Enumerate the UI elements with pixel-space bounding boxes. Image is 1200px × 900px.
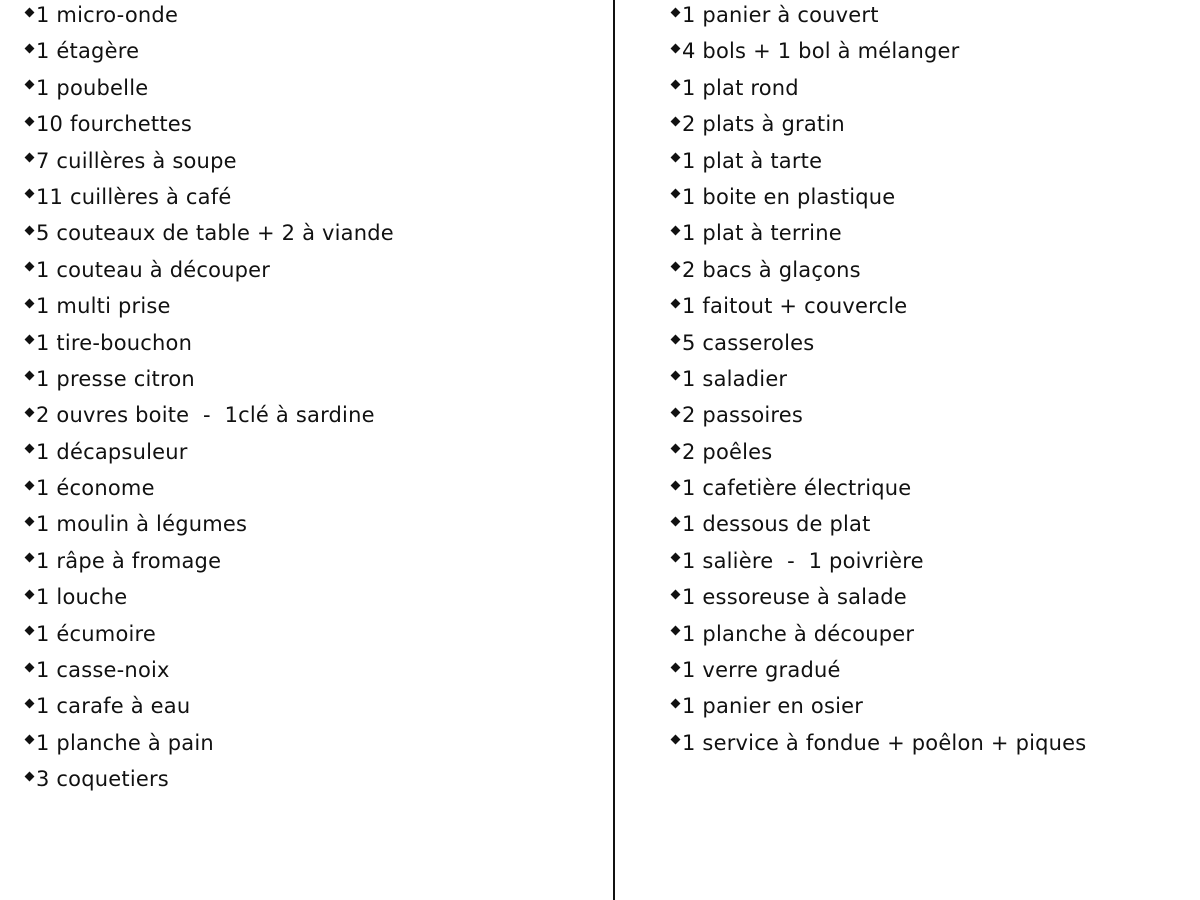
diamond-bullet-icon: [671, 189, 681, 199]
list-item: [672, 652, 1086, 688]
list-item: [26, 579, 394, 615]
diamond-bullet-icon: [671, 407, 681, 417]
list-item-text: 5 casseroles: [682, 330, 815, 355]
list-item: [26, 652, 394, 688]
diamond-bullet-icon: [671, 43, 681, 53]
list-item-text: 2 poêles: [682, 439, 773, 464]
diamond-bullet-icon: [671, 698, 681, 708]
diamond-bullet-icon: [671, 298, 681, 308]
list-item: [26, 70, 394, 106]
list-item-text: 1 saladier: [682, 366, 788, 391]
list-item-text: 11 cuillères à café: [36, 184, 232, 209]
diamond-bullet-icon: [25, 189, 35, 199]
list-item-text: 7 cuillères à soupe: [36, 148, 237, 173]
diamond-bullet-icon: [25, 626, 35, 636]
list-item-text: 1 louche: [36, 585, 128, 610]
list-item-text: 1 presse citron: [36, 366, 195, 391]
list-item: [672, 579, 1086, 615]
list-item-text: 1 multi prise: [36, 294, 171, 319]
diamond-bullet-icon: [25, 116, 35, 126]
diamond-bullet-icon: [25, 480, 35, 490]
diamond-bullet-icon: [671, 371, 681, 381]
diamond-bullet-icon: [671, 80, 681, 90]
list-item: [26, 215, 394, 251]
diamond-bullet-icon: [671, 589, 681, 599]
list-item: [672, 0, 1086, 33]
list-item: [672, 288, 1086, 324]
list-item: [26, 506, 394, 542]
list-item-text: 1 salière - 1 poivrière: [682, 548, 924, 573]
diamond-bullet-icon: [25, 698, 35, 708]
list-item-text: 1 moulin à légumes: [36, 512, 248, 537]
list-item: [26, 106, 394, 142]
list-item: [26, 616, 394, 652]
diamond-bullet-icon: [671, 335, 681, 345]
list-item-text: 1 essoreuse à salade: [682, 585, 907, 610]
diamond-bullet-icon: [25, 262, 35, 272]
list-item-text: 1 faitout + couvercle: [682, 294, 908, 319]
diamond-bullet-icon: [671, 735, 681, 745]
list-item: [26, 361, 394, 397]
list-item: [672, 725, 1086, 761]
list-item: [672, 361, 1086, 397]
list-item-text: 10 fourchettes: [36, 112, 193, 137]
list-item-text: 3 coquetiers: [36, 767, 169, 792]
list-item: [26, 288, 394, 324]
list-item-text: 1 couteau à découper: [36, 257, 271, 282]
list-item: [672, 325, 1086, 361]
list-item-text: 1 tire-bouchon: [36, 330, 193, 355]
list-item: [26, 397, 394, 433]
list-item: [26, 252, 394, 288]
list-item: [672, 106, 1086, 142]
diamond-bullet-icon: [25, 771, 35, 781]
list-item-text: 1 casse-noix: [36, 658, 170, 683]
diamond-bullet-icon: [671, 153, 681, 163]
diamond-bullet-icon: [25, 444, 35, 454]
list-item: [26, 761, 394, 797]
diamond-bullet-icon: [25, 80, 35, 90]
diamond-bullet-icon: [25, 517, 35, 527]
list-item: [672, 470, 1086, 506]
diamond-bullet-icon: [671, 116, 681, 126]
diamond-bullet-icon: [671, 262, 681, 272]
list-item-text: 2 ouvres boite - 1clé à sardine: [36, 403, 375, 428]
list-item-text: 2 plats à gratin: [682, 112, 845, 137]
list-item-text: 1 carafe à eau: [36, 694, 191, 719]
list-item: [26, 325, 394, 361]
list-item-text: 1 verre gradué: [682, 658, 841, 683]
diamond-bullet-icon: [671, 626, 681, 636]
list-item: [26, 0, 394, 33]
list-item-text: 1 cafetière électrique: [682, 476, 912, 501]
list-item-text: 1 décapsuleur: [36, 439, 188, 464]
list-item-text: 1 dessous de plat: [682, 512, 871, 537]
list-item-text: 1 boite en plastique: [682, 184, 896, 209]
diamond-bullet-icon: [671, 662, 681, 672]
list-item: [26, 143, 394, 179]
list-item-text: 1 plat rond: [682, 75, 799, 100]
list-item-text: 1 poubelle: [36, 75, 149, 100]
inventory-list-left: [26, 0, 394, 798]
list-item-text: 2 passoires: [682, 403, 804, 428]
diamond-bullet-icon: [671, 553, 681, 563]
list-item-text: 2 bacs à glaçons: [682, 257, 861, 282]
list-item: [672, 397, 1086, 433]
list-item-text: 1 râpe à fromage: [36, 548, 222, 573]
list-item: [672, 688, 1086, 724]
list-item: [26, 434, 394, 470]
list-item: [26, 543, 394, 579]
diamond-bullet-icon: [25, 735, 35, 745]
list-item-text: 1 économe: [36, 476, 155, 501]
diamond-bullet-icon: [25, 153, 35, 163]
list-item-text: 1 service à fondue + poêlon + piques: [682, 730, 1087, 755]
diamond-bullet-icon: [671, 517, 681, 527]
list-item: [672, 616, 1086, 652]
diamond-bullet-icon: [25, 589, 35, 599]
diamond-bullet-icon: [25, 662, 35, 672]
diamond-bullet-icon: [671, 480, 681, 490]
diamond-bullet-icon: [671, 7, 681, 17]
list-item: [26, 470, 394, 506]
list-item-text: 1 plat à tarte: [682, 148, 823, 173]
list-item: [672, 543, 1086, 579]
list-item-text: 1 plat à terrine: [682, 221, 842, 246]
list-item: [672, 143, 1086, 179]
diamond-bullet-icon: [671, 225, 681, 235]
diamond-bullet-icon: [25, 407, 35, 417]
diamond-bullet-icon: [25, 335, 35, 345]
diamond-bullet-icon: [25, 225, 35, 235]
list-item-text: 5 couteaux de table + 2 à viande: [36, 221, 394, 246]
list-item: [26, 688, 394, 724]
list-item-text: 1 panier en osier: [682, 694, 864, 719]
list-item: [672, 252, 1086, 288]
list-item: [26, 179, 394, 215]
list-item-text: 1 micro-onde: [36, 3, 179, 27]
list-item: [672, 215, 1086, 251]
list-item-text: 4 bols + 1 bol à mélanger: [682, 39, 960, 64]
diamond-bullet-icon: [25, 7, 35, 17]
list-item: [26, 725, 394, 761]
diamond-bullet-icon: [25, 43, 35, 53]
list-item: [672, 179, 1086, 215]
diamond-bullet-icon: [25, 371, 35, 381]
list-item: [672, 506, 1086, 542]
diamond-bullet-icon: [671, 444, 681, 454]
list-item: [672, 33, 1086, 69]
list-item: [672, 434, 1086, 470]
diamond-bullet-icon: [25, 553, 35, 563]
list-item-text: 1 planche à découper: [682, 621, 915, 646]
list-item-text: 1 planche à pain: [36, 730, 214, 755]
column-divider: [613, 0, 615, 900]
list-item-text: 1 écumoire: [36, 621, 157, 646]
list-item: [672, 70, 1086, 106]
list-item-text: 1 panier à couvert: [682, 3, 879, 27]
list-item-text: 1 étagère: [36, 39, 140, 64]
list-item: [26, 33, 394, 69]
inventory-list-right: [672, 0, 1086, 761]
diamond-bullet-icon: [25, 298, 35, 308]
